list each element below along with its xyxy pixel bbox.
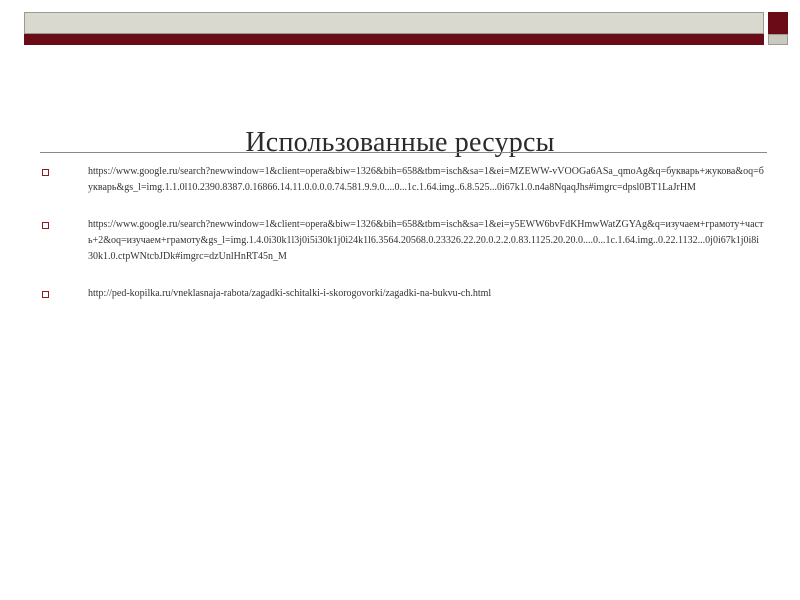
resource-link[interactable]: https://www.google.ru/search?newwindow=1&client=opera&biw=1326&bih=658&tbm=isch&sa=1&ei=MZEWW-vVOOGa6ASa_qmoAg&q=букварь+жукова&oq=букварь&gs_l=img.1.1.0l10.2390.8387.0.16866.14.11.0.0.0.0.74.581.9.9.0....0...1c.1.64.img..6.8.525...0i67k1.0.n4a8NqaqJhs#imgrc=dpsl0BT1LaJrHM [88, 166, 764, 193]
list-item [42, 217, 764, 265]
list-item [42, 286, 764, 302]
hollow-square-icon [42, 291, 49, 298]
header-band-gray [24, 12, 764, 34]
title-divider [40, 152, 767, 153]
list-item [42, 164, 764, 196]
hollow-square-icon [42, 169, 49, 176]
hollow-square-icon [42, 222, 49, 229]
slide-title: Использованные ресурсы [245, 126, 555, 158]
header-band-red [24, 34, 764, 45]
corner-square-dark [768, 12, 788, 34]
resource-list [42, 164, 764, 323]
corner-square-light [768, 34, 788, 45]
resource-link[interactable]: https://www.google.ru/search?newwindow=1&client=opera&biw=1326&bih=658&tbm=isch&sa=1&ei=y5EWW6bvFdKHmwWatZGYAg&q=изучаем+грамоту+часть+2&oq=изучаем+грамоту&gs_l=img.1.4.0i30k1l3j0i5i30k1j0i24k1l6.3564.20568.0.23326.22.20.0.2.2.0.83.1125.20.20.0....0...1c.1.64.img..0.22.1132...0j0i67k1j0i8i30k1.0.ctpWNtcbJDk#imgrc=dzUnlHnRT45n_M [88, 219, 764, 262]
resource-link[interactable]: http://ped-kopilka.ru/vneklasnaja-rabota/zagadki-schitalki-i-skorogovorki/zagadki-na-bukvu-ch.html [88, 288, 492, 299]
